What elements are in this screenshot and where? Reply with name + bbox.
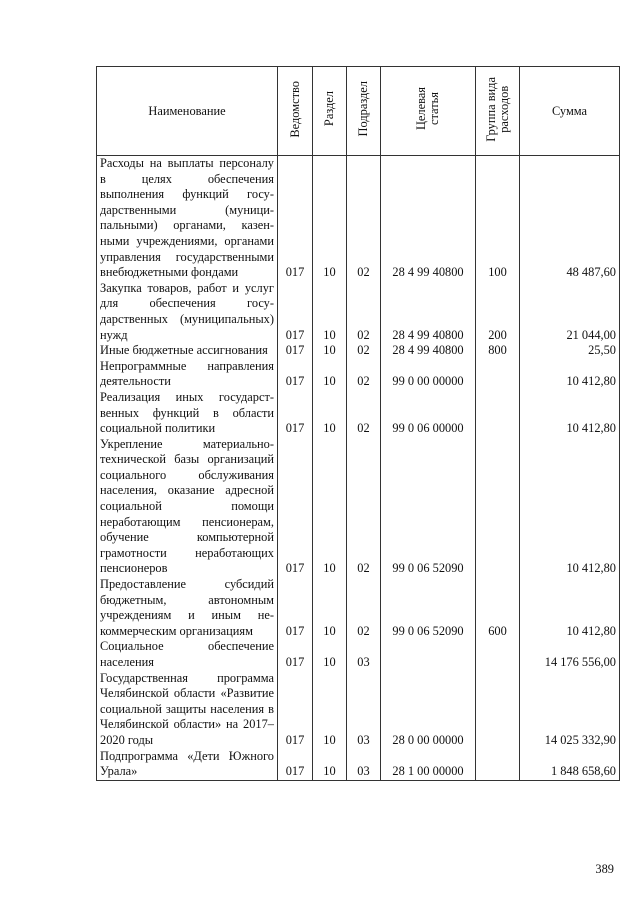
table-row (97, 156, 620, 281)
cell-section: 10 (313, 749, 347, 781)
table-row (97, 671, 620, 749)
header-row (97, 67, 620, 156)
cell-target-article: 28 4 99 40800 (381, 343, 476, 359)
table-row (97, 281, 620, 343)
cell-target-article: 28 4 99 40800 (381, 156, 476, 281)
table-row (97, 343, 620, 359)
cell-department: 017 (278, 577, 313, 639)
cell-subsection: 02 (347, 390, 381, 437)
header-expense-group: Группа вида расходов (476, 67, 520, 156)
cell-target-article: 99 0 00 00000 (381, 359, 476, 390)
cell-section: 10 (313, 671, 347, 749)
cell-section: 10 (313, 281, 347, 343)
cell-target-article: 99 0 06 00000 (381, 390, 476, 437)
cell-amount: 10 412,80 (520, 390, 620, 437)
cell-name: Укрепление материально-технической базы организаций социального обслуживания населения, оказание адресной социальной помощи неработающим пенсионерам, обучение компьютерной грамотности неработающих пенсионеров (97, 437, 278, 577)
cell-department: 017 (278, 359, 313, 390)
cell-amount: 25,50 (520, 343, 620, 359)
header-amount: Сумма (520, 67, 620, 156)
cell-expense-group (476, 671, 520, 749)
cell-name: Расходы на выплаты персоналу в целях обеспечения выполнения функций государственными (муниципальными) органами, казенными учреждениями, органами управления государственными внебюджетными фондами (97, 156, 278, 281)
cell-name: Предоставление субсидий бюджетным, автономным учреждениям и иным некоммерческим организациям (97, 577, 278, 639)
cell-amount: 48 487,60 (520, 156, 620, 281)
cell-expense-group: 100 (476, 156, 520, 281)
cell-subsection: 03 (347, 671, 381, 749)
cell-name: Государственная программа Челябинской области «Развитие социальной защиты населения в Челябинской области» на 2017–2020 годы (97, 671, 278, 749)
cell-amount: 1 848 658,60 (520, 749, 620, 781)
cell-name: Подпрограмма «Дети Южного Урала» (97, 749, 278, 781)
cell-expense-group (476, 639, 520, 670)
cell-department: 017 (278, 156, 313, 281)
cell-amount: 10 412,80 (520, 359, 620, 390)
cell-name: Закупка товаров, работ и услуг для обеспечения государственных (муниципальных) нужд (97, 281, 278, 343)
cell-amount: 14 025 332,90 (520, 671, 620, 749)
cell-target-article: 99 0 06 52090 (381, 577, 476, 639)
table-row (97, 577, 620, 639)
cell-name: Социальное обеспечение населения (97, 639, 278, 670)
cell-subsection: 02 (347, 281, 381, 343)
cell-section: 10 (313, 639, 347, 670)
table-row (97, 359, 620, 390)
cell-expense-group: 800 (476, 343, 520, 359)
cell-department: 017 (278, 343, 313, 359)
cell-target-article: 28 1 00 00000 (381, 749, 476, 781)
header-section: Раздел (313, 67, 347, 156)
cell-subsection: 03 (347, 749, 381, 781)
table-row (97, 437, 620, 577)
cell-section: 10 (313, 359, 347, 390)
cell-subsection: 02 (347, 343, 381, 359)
cell-department: 017 (278, 437, 313, 577)
cell-expense-group: 200 (476, 281, 520, 343)
cell-subsection: 02 (347, 156, 381, 281)
cell-department: 017 (278, 749, 313, 781)
cell-section: 10 (313, 577, 347, 639)
cell-section: 10 (313, 390, 347, 437)
page-number: 389 (595, 862, 614, 876)
cell-section: 10 (313, 156, 347, 281)
table-body (97, 156, 620, 781)
header-target-article: Целевая статья (381, 67, 476, 156)
cell-department: 017 (278, 390, 313, 437)
cell-subsection: 02 (347, 359, 381, 390)
cell-amount: 14 176 556,00 (520, 639, 620, 670)
cell-target-article: 99 0 06 52090 (381, 437, 476, 577)
header-name: Наименование (97, 67, 278, 156)
cell-section: 10 (313, 343, 347, 359)
table-row (97, 749, 620, 781)
cell-expense-group (476, 437, 520, 577)
header-department: Ведомство (278, 67, 313, 156)
cell-target-article (381, 639, 476, 670)
table-row (97, 639, 620, 670)
cell-department: 017 (278, 671, 313, 749)
cell-expense-group: 600 (476, 577, 520, 639)
cell-target-article: 28 0 00 00000 (381, 671, 476, 749)
cell-amount: 10 412,80 (520, 437, 620, 577)
cell-expense-group (476, 390, 520, 437)
cell-target-article: 28 4 99 40800 (381, 281, 476, 343)
cell-name: Непрограммные направления деятельности (97, 359, 278, 390)
cell-amount: 10 412,80 (520, 577, 620, 639)
cell-expense-group (476, 749, 520, 781)
cell-expense-group (476, 359, 520, 390)
cell-name: Реализация иных государственных функций в области социальной политики (97, 390, 278, 437)
cell-subsection: 02 (347, 437, 381, 577)
cell-name: Иные бюджетные ассигнования (97, 343, 278, 359)
header-subsection: Подраздел (347, 67, 381, 156)
table-row (97, 390, 620, 437)
cell-section: 10 (313, 437, 347, 577)
cell-department: 017 (278, 639, 313, 670)
cell-subsection: 03 (347, 639, 381, 670)
cell-amount: 21 044,00 (520, 281, 620, 343)
cell-subsection: 02 (347, 577, 381, 639)
budget-table (96, 66, 620, 781)
cell-department: 017 (278, 281, 313, 343)
